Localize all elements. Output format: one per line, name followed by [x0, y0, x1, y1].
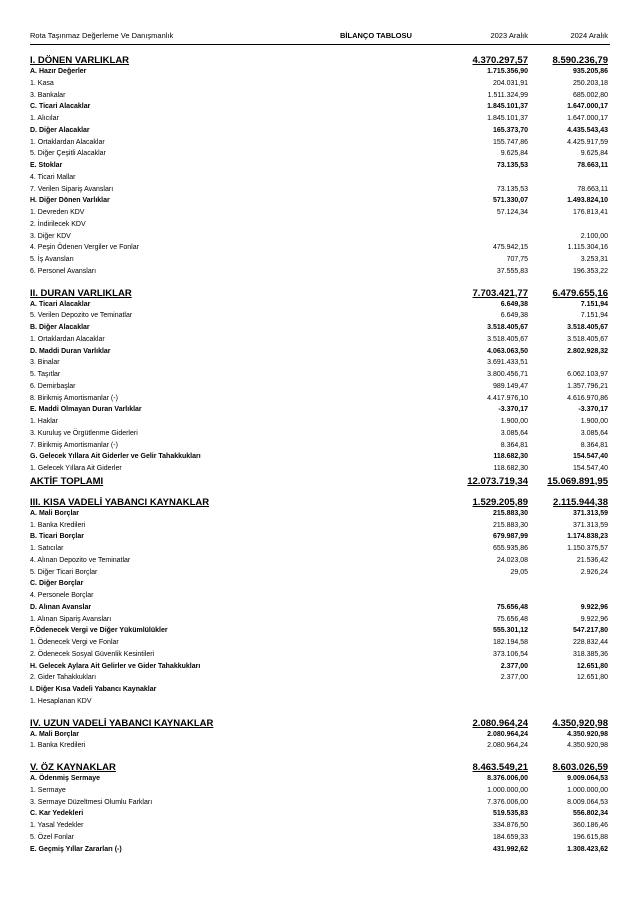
row-value-2024: 2.926,24	[580, 568, 608, 576]
row-label: 5. İş Avansları	[30, 256, 74, 263]
row-value-2023: 475.942,15	[492, 244, 528, 252]
row-value-2023: 75.656,48	[496, 615, 528, 623]
row-value-2024: 9.922,96	[580, 603, 608, 611]
row-value-2024: 3.085,64	[580, 429, 608, 437]
table-row	[30, 357, 610, 368]
row-value-2023: 8.364,81	[500, 441, 528, 449]
row-label: E. Geçmiş Yıllar Zararları (-)	[30, 845, 122, 853]
row-label: 3. Kuruluş ve Örgütlenme Giderleri	[30, 429, 138, 437]
table-row	[30, 844, 610, 855]
table-row	[30, 242, 610, 253]
row-label: 3. Binalar	[30, 359, 60, 367]
row-value-2024: 176.813,41	[572, 209, 608, 216]
row-value-2023: 4.370.297,57	[472, 55, 528, 66]
row-value-2024: 21.536,42	[576, 556, 608, 564]
table-row	[30, 254, 610, 265]
row-value-2024: 3.518.405,67	[567, 335, 608, 343]
row-label: E. Stoklar	[30, 162, 63, 169]
row-value-2024: 1.493.824,10	[567, 197, 608, 205]
row-label: C. Ticari Alacaklar	[30, 103, 91, 111]
row-value-2024: 371.313,59	[572, 521, 608, 529]
row-value-2024: 8.603.026,59	[552, 762, 608, 773]
row-value-2023: 184.659,33	[492, 833, 528, 841]
row-value-2024: 9.625,84	[580, 150, 608, 158]
table-row	[30, 696, 610, 707]
table-row	[30, 463, 610, 474]
row-label: A. Mali Borçlar	[30, 509, 80, 517]
table-row	[30, 773, 610, 784]
row-label: 1. Ortaklardan Alacaklar	[30, 335, 105, 343]
table-row	[30, 346, 610, 357]
row-label: IV. UZUN VADELİ YABANCI KAYNAKLAR	[30, 717, 214, 729]
row-label: 1. Gelecek Yıllara Ait Giderler	[30, 465, 122, 472]
row-label: 6. Demirbaşlar	[30, 382, 76, 390]
table-row	[30, 334, 610, 345]
row-value-2023: 7.703.421,77	[472, 287, 528, 299]
row-label: 1. Kasa	[30, 79, 54, 87]
row-value-2024: 2.802.928,32	[567, 347, 608, 355]
table-header	[30, 31, 610, 45]
table-row	[30, 832, 610, 843]
row-label: A. Ticari Alacaklar	[30, 300, 91, 308]
row-value-2023: 3.518.405,67	[487, 335, 528, 343]
row-label: 4. Peşin Ödenen Vergiler ve Fonlar	[30, 244, 139, 252]
row-value-2023: 1.845.101,37	[487, 115, 528, 122]
row-value-2023: 519.535,83	[492, 810, 528, 818]
row-label: AKTİF TOPLAMI	[30, 475, 104, 487]
table-row	[30, 66, 610, 77]
row-value-2024: -3.370,17	[578, 406, 608, 414]
row-value-2024: 4.425.917,59	[567, 138, 608, 146]
row-value-2024: 15.069.891,95	[547, 475, 608, 487]
row-label: B. Ticari Borçlar	[30, 533, 84, 541]
table-row	[30, 322, 610, 333]
row-value-2023: 989.149,47	[492, 382, 528, 390]
row-value-2023: 9.625,84	[500, 150, 528, 158]
row-value-2024: 4.350.920,98	[567, 742, 608, 750]
table-row	[30, 785, 610, 796]
row-value-2023: 3.518.405,67	[487, 324, 528, 331]
table-row	[30, 578, 610, 589]
company-name: Rota Taşınmaz Değerleme Ve Danışmanlık	[30, 31, 174, 40]
row-label: 1. Sermaye	[30, 786, 66, 794]
row-label: D. Alınan Avanslar	[30, 603, 92, 611]
row-value-2024: 1.900,00	[580, 418, 608, 425]
row-value-2024: 4.616.970,86	[567, 394, 608, 402]
row-value-2024: 371.313,59	[572, 509, 608, 517]
header-divider	[30, 44, 610, 45]
row-value-2024: 1.000.000,00	[567, 786, 608, 794]
row-label: 1. Yasal Yedekler	[30, 822, 84, 829]
row-value-2024: 556.802,34	[572, 810, 608, 818]
row-label: F.Ödenecek Vergi ve Diğer Yükümlülükler	[30, 627, 168, 635]
row-value-2023: 1.511.324,99	[487, 91, 528, 99]
table-row	[30, 625, 610, 636]
row-value-2024: 7.151,94	[580, 312, 608, 320]
row-label: 2. İndirilecek KDV	[30, 220, 86, 228]
row-label: E. Maddi Olmayan Duran Varlıklar	[30, 406, 142, 414]
row-value-2024: 4.435.543,43	[567, 126, 608, 134]
table-row	[30, 543, 610, 554]
row-value-2023: 3.691.433,51	[487, 359, 528, 367]
row-value-2023: 24.023,08	[496, 556, 528, 564]
table-row	[30, 451, 610, 462]
table-row	[30, 797, 610, 808]
row-value-2024: 6.479.655,16	[552, 287, 608, 299]
table-row	[30, 555, 610, 566]
row-value-2023: 679.987,99	[492, 533, 528, 541]
row-value-2023: 3.800.456,71	[487, 371, 528, 378]
row-value-2024: 1.174.838,23	[567, 533, 608, 541]
row-label: 2. Gider Tahakkukları	[30, 674, 97, 682]
row-label: 5. Özel Fonlar	[30, 833, 74, 841]
row-value-2024: 935.205,86	[572, 68, 608, 75]
row-value-2023: 373.106,54	[492, 650, 528, 658]
row-value-2024: 8.590.236,79	[552, 55, 608, 66]
table-row	[30, 672, 610, 683]
table-row	[30, 531, 610, 542]
row-label: 7. Verilen Sipariş Avansları	[30, 185, 114, 193]
table-row	[30, 125, 610, 136]
table-row	[30, 808, 610, 819]
row-value-2024: 196.353,22	[572, 267, 608, 275]
table-row	[30, 440, 610, 451]
row-value-2024: 3.518.405,67	[567, 324, 608, 331]
row-label: 5. Diğer Ticari Borçlar	[30, 568, 98, 576]
row-value-2024: 2.100,00	[580, 232, 608, 240]
table-row	[30, 195, 610, 206]
row-label: 7. Birikmiş Amortismanlar (-)	[30, 441, 118, 449]
row-label: V. ÖZ KAYNAKLAR	[30, 762, 116, 773]
row-value-2024: 685.002,80	[572, 91, 608, 99]
row-label: 3. Bankalar	[30, 91, 66, 99]
row-label: III. KISA VADELİ YABANCI KAYNAKLAR	[30, 496, 210, 508]
row-label: C. Kar Yedekleri	[30, 810, 84, 818]
row-value-2023: 204.031,91	[492, 79, 528, 87]
row-label: 5. Verilen Depozito ve Teminatlar	[30, 312, 133, 320]
row-label: A. Ödenmiş Sermaye	[30, 775, 101, 782]
column-header-2024: 2024 Aralık	[570, 31, 608, 40]
row-value-2023: 8.463.549,21	[472, 762, 528, 773]
row-label: 6. Personel Avansları	[30, 267, 97, 275]
row-value-2023: 73.135,53	[496, 185, 528, 193]
table-row	[30, 184, 610, 195]
row-value-2023: 57.124,34	[496, 209, 528, 216]
row-value-2024: 318.385,36	[572, 650, 608, 658]
row-value-2023: 73.135,53	[496, 162, 528, 169]
table-row	[30, 90, 610, 101]
row-label: II. DURAN VARLIKLAR	[30, 287, 132, 299]
row-value-2024: 78.663,11	[577, 185, 608, 193]
row-value-2024: 12.651,80	[576, 662, 608, 670]
row-label: 1. Devreden KDV	[30, 209, 85, 216]
table-row	[30, 393, 610, 404]
row-label: H. Gelecek Aylara Ait Gelirler ve Gider Tahakkukları	[30, 662, 201, 670]
row-label: I. Diğer Kısa Vadeli Yabancı Kaynaklar	[30, 686, 157, 693]
row-label: C. Diğer Borçlar	[30, 580, 84, 588]
row-label: 1. Satıcılar	[30, 545, 64, 552]
row-value-2023: 1.900,00	[500, 418, 528, 425]
row-value-2023: 2.377,00	[500, 674, 528, 682]
table-row	[30, 567, 610, 578]
table-row	[30, 148, 610, 159]
table-row	[30, 520, 610, 531]
row-label: I. DÖNEN VARLIKLAR	[30, 55, 130, 66]
row-value-2023: 2.377,00	[500, 662, 528, 670]
table-row	[30, 416, 610, 427]
row-value-2024: 547.217,80	[572, 627, 608, 635]
row-value-2024: 78.663,11	[577, 162, 608, 169]
table-row	[30, 661, 610, 672]
row-label: 3. Sermaye Düzeltmesi Olumlu Farkları	[30, 798, 153, 806]
row-value-2023: 2.080.964,24	[487, 730, 528, 738]
table-row	[30, 137, 610, 148]
row-value-2023: 118.682,30	[493, 465, 528, 472]
row-label: D. Diğer Alacaklar	[30, 126, 90, 134]
row-value-2024: 8.009.064,53	[567, 798, 608, 806]
row-value-2023: 571.330,07	[492, 197, 528, 205]
row-value-2024: 1.115.304,16	[567, 244, 608, 252]
row-label: A. Mali Borçlar	[30, 730, 80, 738]
row-label: 1. Alıcılar	[30, 115, 59, 122]
table-row	[30, 101, 610, 112]
row-label: 2. Ödenecek Sosyal Güvenlik Kesintileri	[30, 650, 155, 658]
row-label: 4. Alınan Depozito ve Teminatlar	[30, 556, 131, 564]
row-label: 1. Haklar	[30, 418, 59, 425]
row-value-2023: 29,05	[510, 568, 528, 576]
row-value-2023: 75.656,48	[496, 603, 528, 611]
row-label: B. Diğer Alacaklar	[30, 324, 90, 331]
table-row	[30, 381, 610, 392]
row-value-2023: 1.845.101,37	[487, 103, 528, 111]
table-row	[30, 637, 610, 648]
table-row	[30, 590, 610, 601]
row-value-2024: 1.647.000,17	[567, 115, 608, 122]
row-value-2024: 4.350.920,98	[567, 730, 608, 738]
row-label: 1. Ödenecek Vergi ve Fonlar	[30, 639, 119, 646]
table-row	[30, 207, 610, 218]
table-row	[30, 729, 610, 740]
row-value-2023: 555.301,12	[492, 627, 528, 635]
row-value-2024: 2.115.944,38	[553, 496, 608, 508]
section-row	[30, 475, 610, 488]
table-row	[30, 172, 610, 183]
table-row	[30, 231, 610, 242]
row-value-2024: 1.357.796,21	[567, 382, 608, 390]
table-row	[30, 614, 610, 625]
row-value-2023: 215.883,30	[492, 509, 528, 517]
row-label: 1. Banka Kredileri	[30, 521, 86, 529]
table-row	[30, 404, 610, 415]
row-label: 1. Ortaklardan Alacaklar	[30, 138, 105, 146]
row-value-2023: 431.992,62	[492, 845, 528, 853]
row-value-2023: 2.080.964,24	[472, 717, 528, 729]
row-label: 8. Birikmiş Amortismanlar (-)	[30, 394, 118, 402]
table-row	[30, 113, 610, 124]
row-value-2023: 118.682,30	[493, 453, 528, 461]
row-value-2024: 1.308.423,62	[567, 845, 608, 853]
row-value-2023: 1.000.000,00	[487, 786, 528, 794]
row-value-2024: 228.832,44	[572, 639, 608, 646]
row-label: 4. Personele Borçlar	[30, 592, 94, 599]
row-label: G. Gelecek Yıllara Ait Giderler ve Gelir Tahakkukları	[30, 453, 201, 461]
row-value-2023: 6.649,38	[500, 312, 528, 320]
table-row	[30, 508, 610, 519]
table-row	[30, 820, 610, 831]
table-row	[30, 219, 610, 230]
row-value-2024: 7.151,94	[580, 300, 608, 308]
row-label: D. Maddi Duran Varlıklar	[30, 347, 111, 355]
row-value-2023: 6.649,38	[500, 300, 528, 308]
row-value-2024: 8.364,81	[580, 441, 608, 449]
row-value-2024: 6.062.103,97	[567, 371, 608, 378]
row-value-2023: 4.063.063,50	[487, 347, 528, 355]
row-value-2024: 9.009.064,53	[567, 775, 608, 782]
row-value-2024: 4.350,920,98	[552, 717, 608, 729]
table-row	[30, 684, 610, 695]
row-label: 4. Ticari Mallar	[30, 173, 76, 181]
row-value-2024: 9.922,96	[580, 615, 608, 623]
row-value-2023: -3.370,17	[498, 406, 528, 414]
row-value-2023: 7.376.006,00	[487, 798, 528, 806]
row-value-2023: 37.555,83	[496, 267, 528, 275]
row-value-2023: 2.080.964,24	[487, 742, 528, 750]
row-label: 1. Alınan Sipariş Avansları	[30, 615, 112, 623]
table-row	[30, 602, 610, 613]
table-row	[30, 649, 610, 660]
table-row	[30, 428, 610, 439]
row-value-2024: 154.547,40	[572, 465, 608, 472]
row-value-2023: 1.529.205,89	[472, 496, 528, 508]
row-value-2024: 154.547,40	[572, 453, 608, 461]
row-value-2023: 707,75	[506, 256, 528, 263]
row-value-2023: 12.073.719,34	[467, 475, 528, 487]
row-value-2024: 1.647.000,17	[567, 103, 608, 111]
table-row	[30, 740, 610, 751]
table-row	[30, 369, 610, 380]
table-row	[30, 266, 610, 277]
row-value-2023: 165.373,70	[492, 126, 528, 134]
table-row	[30, 299, 610, 310]
row-label: H. Diğer Dönen Varlıklar	[30, 197, 110, 205]
row-value-2024: 360.186,46	[572, 822, 608, 829]
row-label: 5. Diğer Çeşitli Alacaklar	[30, 150, 106, 158]
row-value-2023: 155.747,86	[492, 138, 528, 146]
table-row	[30, 310, 610, 321]
row-value-2024: 1.150.375,57	[567, 545, 608, 552]
row-value-2023: 655.935,86	[492, 545, 528, 552]
row-label: 5. Taşıtlar	[30, 371, 61, 378]
row-value-2023: 4.417.976,10	[487, 394, 528, 402]
table-row	[30, 78, 610, 89]
row-label: A. Hazır Değerler	[30, 68, 87, 75]
column-header-2023: 2023 Aralık	[490, 31, 528, 40]
row-value-2023: 1.715.356,90	[487, 68, 528, 75]
row-value-2023: 182.194,58	[492, 639, 528, 646]
row-value-2023: 8.376.006,00	[487, 775, 528, 782]
table-row	[30, 160, 610, 171]
row-label: 3. Diğer KDV	[30, 232, 71, 240]
row-label: 1. Banka Kredileri	[30, 742, 86, 750]
row-value-2023: 334.876,50	[492, 822, 528, 829]
row-value-2023: 3.085,64	[500, 429, 528, 437]
row-value-2023: 215.883,30	[492, 521, 528, 529]
row-value-2024: 250.203,18	[572, 79, 608, 87]
row-label: 1. Hesaplanan KDV	[30, 697, 92, 705]
row-value-2024: 196.615,88	[572, 833, 608, 841]
row-value-2024: 3.253,31	[580, 256, 608, 263]
row-value-2024: 12.651,80	[576, 674, 608, 682]
page-title: BİLANÇO TABLOSU	[340, 31, 412, 40]
